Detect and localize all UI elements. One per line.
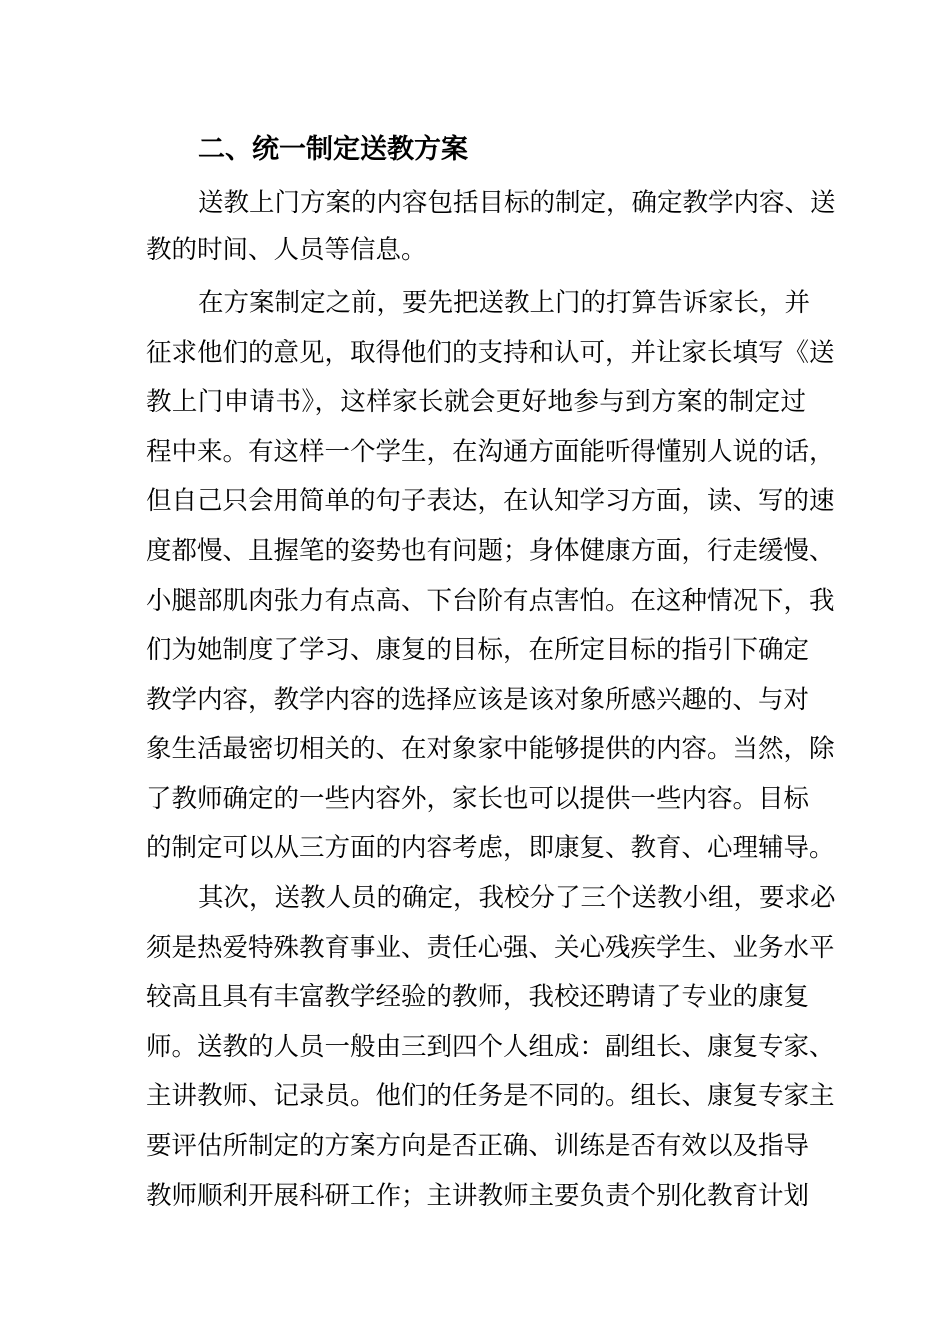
paragraph-line: 较高且具有丰富教学经验的教师，我校还聘请了专业的康复 bbox=[146, 982, 810, 1012]
paragraph-line: 师。送教的人员一般由三到四个人组成：副组长、康复专家、 bbox=[146, 1032, 835, 1062]
paragraph-line: 的制定可以从三方面的内容考虑，即康复、教育、心理辅导。 bbox=[146, 833, 835, 863]
paragraph-line: 教学内容，教学内容的选择应该是该对象所感兴趣的、与对 bbox=[146, 685, 810, 715]
paragraph-line: 小腿部肌肉张力有点高、下台阶有点害怕。在这种情况下，我 bbox=[146, 586, 835, 616]
paragraph-line: 在方案制定之前，要先把送教上门的打算告诉家长，并 bbox=[198, 288, 811, 318]
paragraph-line: 教的时间、人员等信息。 bbox=[146, 235, 427, 265]
paragraph-line: 教师顺利开展科研工作；主讲教师主要负责个别化教育计划 bbox=[146, 1181, 810, 1211]
paragraph-line: 们为她制度了学习、康复的目标，在所定目标的指引下确定 bbox=[146, 635, 810, 665]
paragraph-line: 但自己只会用简单的句子表达，在认知学习方面，读、写的速 bbox=[146, 486, 835, 516]
paragraph-line: 象生活最密切相关的、在对象家中能够提供的内容。当然，除 bbox=[146, 734, 835, 764]
paragraph-line: 度都慢、且握笔的姿势也有问题；身体健康方面，行走缓慢、 bbox=[146, 536, 835, 566]
paragraph-line: 其次，送教人员的确定，我校分了三个送教小组，要求必 bbox=[198, 883, 836, 913]
paragraph-line: 须是热爱特殊教育事业、责任心强、关心残疾学生、业务水平 bbox=[146, 933, 835, 963]
paragraph-line: 教上门申请书》，这样家长就会更好地参与到方案的制定过 bbox=[146, 387, 806, 417]
paragraph-line: 主讲教师、记录员。他们的任务是不同的。组长、康复专家主 bbox=[146, 1081, 835, 1111]
paragraph-line: 了教师确定的一些内容外，家长也可以提供一些内容。目标 bbox=[146, 784, 810, 814]
paragraph-line: 程中来。有这样一个学生，在沟通方面能听得懂别人说的话， bbox=[146, 437, 835, 467]
paragraph-line: 送教上门方案的内容包括目标的制定，确定教学内容、送 bbox=[198, 188, 836, 218]
section-heading: 二、统一制定送教方案 bbox=[198, 134, 468, 165]
paragraph-line: 征求他们的意见，取得他们的支持和认可，并让家长填写《送 bbox=[146, 338, 835, 368]
paragraph-line: 要评估所制定的方案方向是否正确、训练是否有效以及指导 bbox=[146, 1131, 810, 1161]
